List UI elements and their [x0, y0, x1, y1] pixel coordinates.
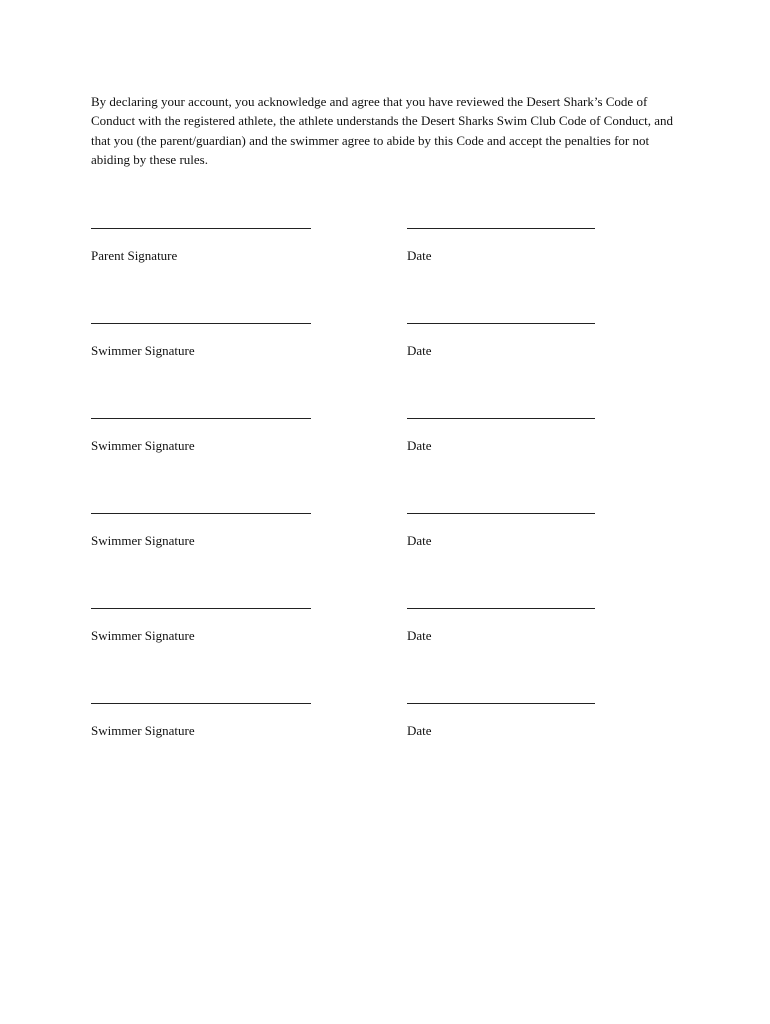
- date-label: Date: [407, 248, 432, 263]
- date-line: [407, 608, 595, 609]
- date-line: [407, 228, 595, 229]
- date-label: Date: [407, 533, 432, 548]
- signature-label: Parent Signature: [91, 248, 178, 263]
- signature-line: [91, 228, 311, 229]
- signature-row-parent: [91, 228, 691, 278]
- signature-line: [91, 323, 311, 324]
- date-line: [407, 323, 595, 324]
- signature-line: [91, 513, 311, 514]
- signature-row-swimmer: [91, 513, 691, 563]
- signature-row-swimmer: [91, 703, 691, 753]
- signature-row-swimmer: [91, 608, 691, 658]
- date-label: Date: [407, 628, 432, 643]
- declaration-paragraph: By declaring your account, you acknowledge and agree that you have reviewed the Desert Shark’s Code of Conduct with the registered athlete, the athlete understands the Desert Sharks Swim Club Code of Conduct, and that you (the parent/guardian) and the swimmer agree to abide by this Code and accept the penalties for not abiding by these rules.: [91, 94, 673, 167]
- date-line: [407, 703, 595, 704]
- signature-row-swimmer: [91, 323, 691, 373]
- signature-row-swimmer: [91, 418, 691, 468]
- signature-line: [91, 608, 311, 609]
- date-label: Date: [407, 723, 432, 738]
- signature-line: [91, 418, 311, 419]
- signature-label: Swimmer Signature: [91, 533, 195, 548]
- signature-label: Swimmer Signature: [91, 343, 195, 358]
- signature-label: Swimmer Signature: [91, 723, 195, 738]
- date-line: [407, 513, 595, 514]
- signature-label: Swimmer Signature: [91, 628, 195, 643]
- signature-line: [91, 703, 311, 704]
- signature-label: Swimmer Signature: [91, 438, 195, 453]
- date-line: [407, 418, 595, 419]
- date-label: Date: [407, 343, 432, 358]
- date-label: Date: [407, 438, 432, 453]
